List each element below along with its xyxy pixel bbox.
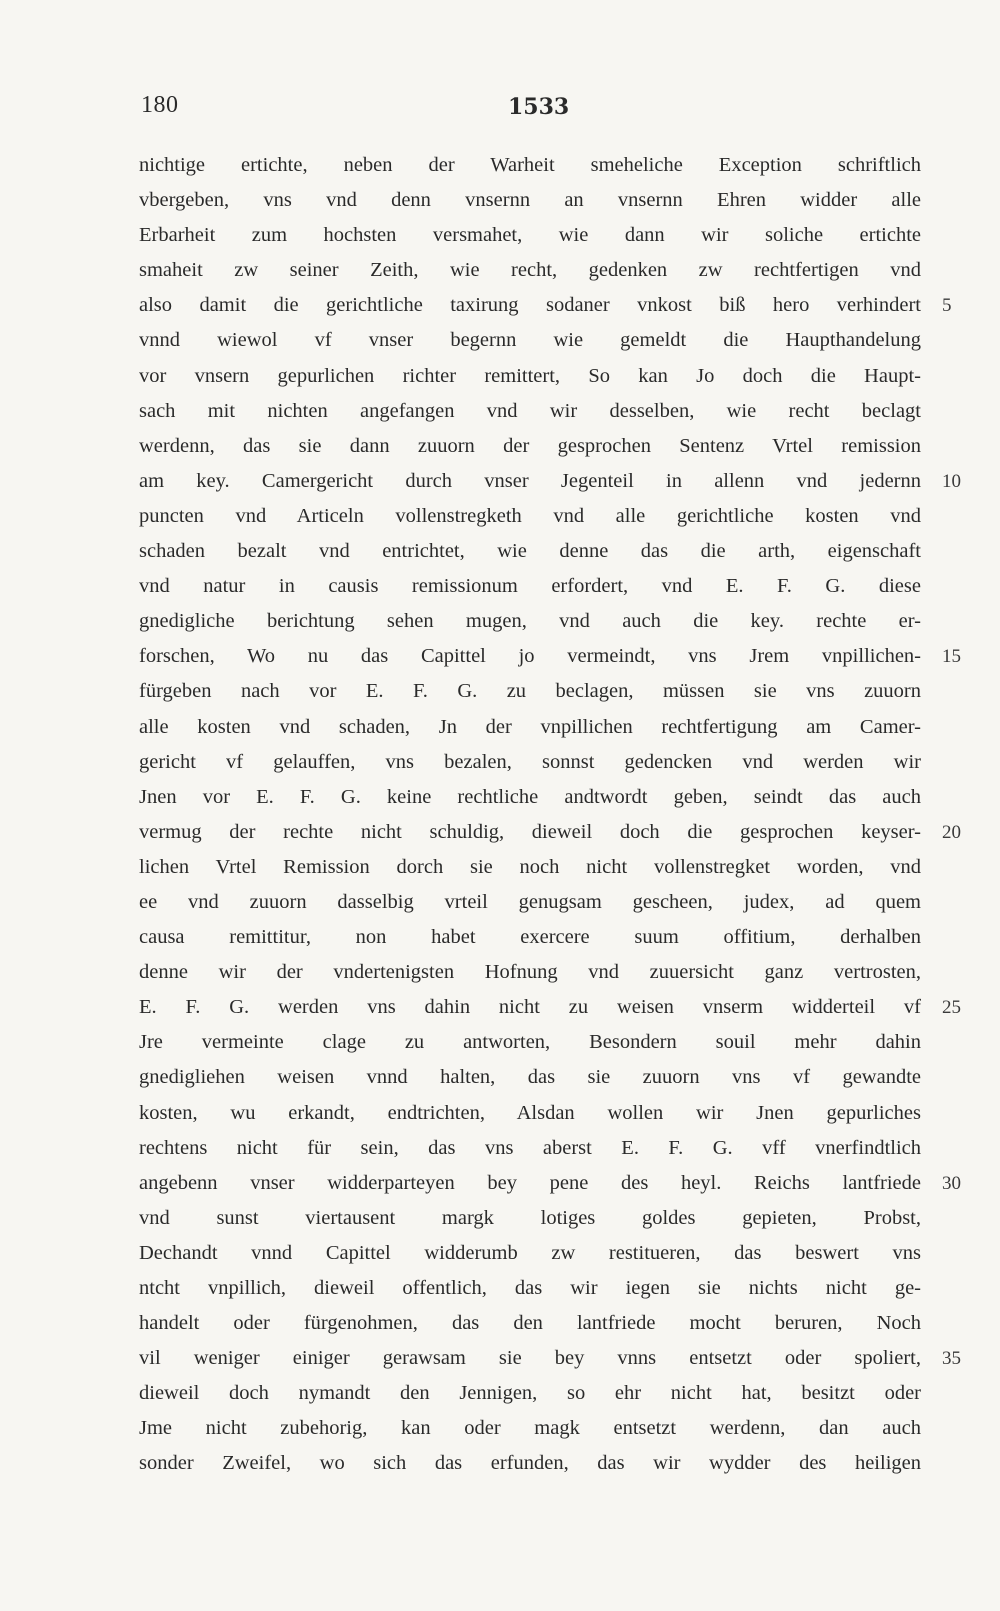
text-line <box>139 323 921 358</box>
line-text: Jre vermeinte clage zu antworten, Besondern souil mehr dahin <box>139 1031 921 1054</box>
line-text: vnnd wiewol vf vnser begernn wie gemeldt die Haupthandelung <box>139 329 921 352</box>
line-number: 15 <box>942 646 961 668</box>
line-text: nichtige ertichte, neben der Warheit smeheliche Exception schriftlich <box>139 154 921 176</box>
line-text: Dechandt vnnd Capittel widderumb zw restitueren, das beswert vns <box>139 1241 921 1264</box>
line-text: angebenn vnser widderparteyen bey pene des heyl. Reichs lantfriede <box>139 1171 921 1194</box>
line-text: kosten, wu erkandt, endtrichten, Alsdan wollen wir Jnen gepurliches <box>139 1101 921 1124</box>
line-text: rechtens nicht für sein, das vns aberst E. F. G. vff vnerfindtlich <box>139 1136 921 1159</box>
line-number: 10 <box>942 470 961 492</box>
text-line <box>139 499 921 534</box>
line-text: smaheit zw seiner Zeith, wie recht, gedenken zw rechtfertigen vnd <box>139 259 921 282</box>
line-text: denne wir der vndertenigsten Hofnung vnd zuuersicht ganz vertrosten, <box>139 961 921 984</box>
text-line <box>139 1166 961 1201</box>
line-text: Erbarheit zum hochsten versmahet, wie dann wir soliche ertichte <box>139 224 921 247</box>
line-text: schaden bezalt vnd entrichtet, wie denne das die arth, eigenschaft <box>139 540 921 563</box>
line-text: causa remittitur, non habet exercere suum offitium, derhalben <box>139 926 921 949</box>
line-text: ee vnd zuuorn dasselbig vrteil genugsam gescheen, judex, ad quem <box>139 890 921 913</box>
line-number: 30 <box>942 1172 961 1194</box>
text-line <box>139 674 921 709</box>
text-line <box>139 183 921 218</box>
line-text: vnd natur in causis remissionum erfordert, vnd E. F. G. diese <box>139 575 921 598</box>
text-line <box>139 745 921 780</box>
page-number: 180 <box>141 92 179 118</box>
text-line <box>139 1411 921 1446</box>
line-number: 35 <box>942 1348 961 1370</box>
line-text: vil weniger einiger gerawsam sie bey vnns entsetzt oder spoliert, <box>139 1347 921 1370</box>
text-line <box>139 569 921 604</box>
text-line <box>139 288 952 323</box>
body-text <box>139 148 961 1482</box>
text-line <box>139 990 961 1025</box>
line-text: fürgeben nach vor E. F. G. zu beclagen, müssen sie vns zuuorn <box>139 680 921 703</box>
text-line <box>139 885 921 920</box>
text-line <box>139 1060 921 1095</box>
text-line <box>139 1201 921 1236</box>
line-text: Jnen vor E. F. G. keine rechtliche andtwordt geben, seindt das auch <box>139 785 921 808</box>
text-line <box>139 394 921 429</box>
text-line <box>139 1271 921 1306</box>
line-text: also damit die gerichtliche taxirung sodaner vnkost biß hero verhindert <box>139 294 921 317</box>
text-line <box>139 815 961 850</box>
line-text: sach mit nichten angefangen vnd wir desselben, wie recht beclagt <box>139 399 921 422</box>
text-line <box>139 1025 921 1060</box>
line-text: alle kosten vnd schaden, Jn der vnpillichen rechtfertigung am Camer- <box>139 715 921 738</box>
text-line <box>139 850 921 885</box>
page-header <box>0 92 1000 128</box>
line-text: lichen Vrtel Remission dorch sie noch nicht vollenstregket worden, vnd <box>139 855 921 878</box>
text-line <box>139 955 921 990</box>
text-line <box>139 218 921 253</box>
text-line <box>139 1376 921 1411</box>
text-line <box>139 604 921 639</box>
line-text: handelt oder fürgenohmen, das den lantfriede mocht beruren, Noch <box>139 1312 921 1335</box>
text-line <box>139 1341 961 1376</box>
line-text: am key. Camergericht durch vnser Jegenteil in allenn vnd jedernn <box>139 469 921 492</box>
text-line <box>139 359 921 394</box>
text-line <box>139 464 961 499</box>
line-text: gericht vf gelauffen, vns bezalen, sonnst gedencken vnd werden wir <box>139 750 921 773</box>
text-line <box>139 253 921 288</box>
text-line <box>139 1096 921 1131</box>
running-head-year: 1533 <box>508 94 570 120</box>
text-line <box>139 1236 921 1271</box>
text-line <box>139 534 921 569</box>
line-text: vermug der rechte nicht schuldig, dieweil doch die gesprochen keyser- <box>139 820 921 843</box>
line-text: ntcht vnpillich, dieweil offentlich, das wir iegen sie nichts nicht ge- <box>139 1277 921 1299</box>
line-number: 20 <box>942 821 961 843</box>
text-line <box>139 148 921 183</box>
text-line <box>139 639 961 674</box>
line-text: werdenn, das sie dann zuuorn der gesprochen Sentenz Vrtel remission <box>139 434 921 457</box>
text-line <box>139 1446 921 1481</box>
line-text: Jme nicht zubehorig, kan oder magk entsetzt werdenn, dan auch <box>139 1417 921 1440</box>
text-line <box>139 1131 921 1166</box>
line-text: vor vnsern gepurlichen richter remittert, So kan Jo doch die Haupt- <box>139 364 921 387</box>
text-line <box>139 920 921 955</box>
text-line <box>139 429 921 464</box>
line-text: puncten vnd Articeln vollenstregketh vnd alle gerichtliche kosten vnd <box>139 504 921 527</box>
line-text: forschen, Wo nu das Capittel jo vermeindt, vns Jrem vnpillichen- <box>139 645 921 668</box>
text-line <box>139 710 921 745</box>
line-text: E. F. G. werden vns dahin nicht zu weisen vnserm widderteil vf <box>139 996 921 1019</box>
line-text: gnedigliehen weisen vnnd halten, das sie zuuorn vns vf gewandte <box>139 1066 921 1089</box>
line-number: 5 <box>942 295 952 317</box>
line-text: vnd sunst viertausent margk lotiges goldes gepieten, Probst, <box>139 1206 921 1229</box>
line-text: gnedigliche berichtung sehen mugen, vnd auch die key. rechte er- <box>139 610 921 633</box>
text-line <box>139 1306 921 1341</box>
text-line <box>139 780 921 815</box>
line-text: vbergeben, vns vnd denn vnsernn an vnsernn Ehren widder alle <box>139 189 921 212</box>
line-number: 25 <box>942 997 961 1019</box>
line-text: sonder Zweifel, wo sich das erfunden, das wir wydder des heiligen <box>139 1452 921 1475</box>
line-text: dieweil doch nymandt den Jennigen, so ehr nicht hat, besitzt oder <box>139 1382 921 1405</box>
